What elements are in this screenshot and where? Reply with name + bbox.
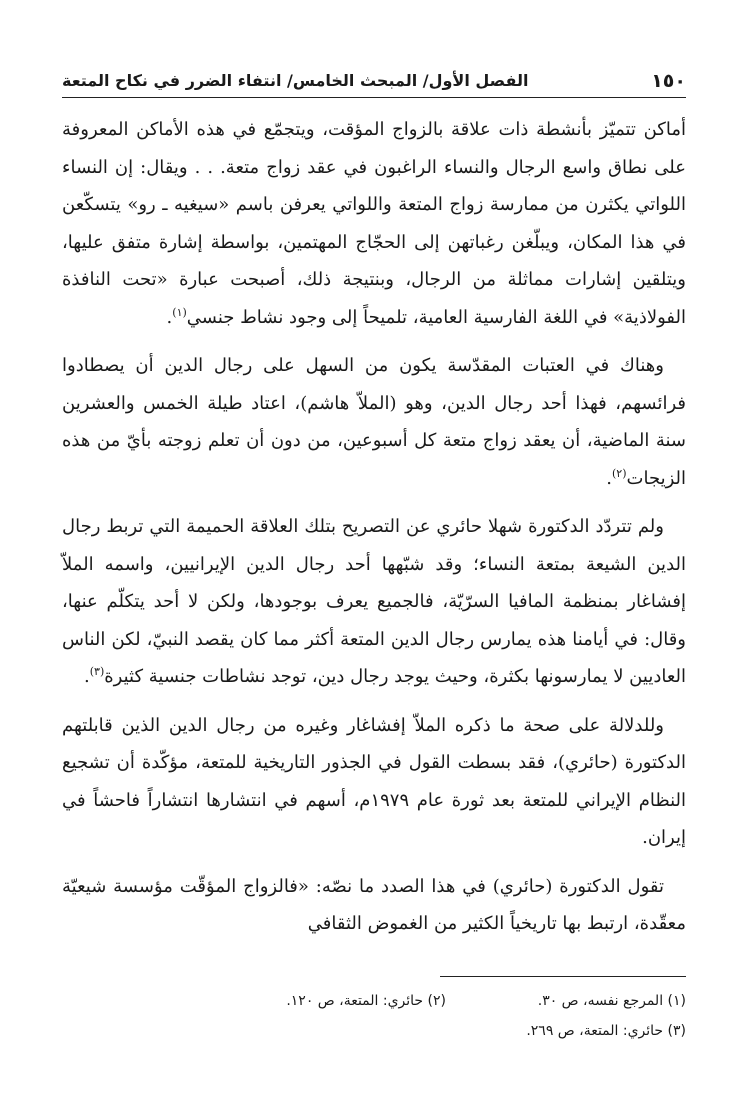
- footnotes: [62, 986, 686, 1046]
- footnote-ref-3: (٣): [89, 665, 105, 678]
- paragraph-3-text: ولم تتردّد الدكتورة شهلا حائري عن التصريح بتلك العلاقة الحميمة التي تربط رجال الدين الشيعة بمتعة النساء؛ وقد شبّهها أحد رجال الدين الإيرانيين، واسمه الملاّ إفشاغار بمنظمة المافيا السرّيّة، فالجميع يعرف بوجودها، ولكن لا أحد يتكلّم عنها، وقال: في أيامنا هذه يمارس رجال الدين المتعة أكثر مما كان يقصد النبيّ، لكن الناس العاديين لا يمارسونها بكثرة، وحيث يوجد رجال دين، توجد نشاطات جنسية كثيرة: [62, 516, 686, 687]
- paragraph-3-end: .: [84, 666, 90, 687]
- paragraph-1-text: أماكن تتميّز بأنشطة ذات علاقة بالزواج المؤقت، ويتجمّع في هذه الأماكن المعروفة على نطاق واسع الرجال والنساء الراغبون في عقد زواج متعة. . . ويقال: إن النساء اللواتي يكثرن من ممارسة زواج المتعة واللواتي يعرفن باسم «سيغيه ـ رو» يتسكّعن في هذا المكان، ويبلّغن رغباتهن إلى الحجّاج المهتمين، بواسطة إشارة متفق عليها، ويتلقين إشارات مماثلة من الرجال، وبنتيجة ذلك، أصبحت عبارة «تحت النافذة الفولاذية» في اللغة الفارسية العامية، تلميحاً إلى وجود نشاط جنسي: [62, 119, 686, 328]
- paragraph-3: [62, 508, 686, 696]
- paragraph-5: [62, 868, 686, 943]
- paragraph-4-text: وللدلالة على صحة ما ذكره الملاّ إفشاغار وغيره من رجال الدين الذين قابلتهم الدكتورة (حائري)، فقد بسطت القول في الجذور التاريخية للمتعة، مؤكّدة أن تشجيع النظام الإيراني للمتعة بعد ثورة عام ١٩٧٩م، أسهم في انتشارها انتشاراً فاحشاً في إيران.: [62, 714, 687, 848]
- footnote-1: (١) المرجع نفسه، ص ٣٠.: [537, 993, 686, 1009]
- header-divider: [62, 97, 686, 98]
- paragraph-2: [62, 347, 686, 497]
- paragraph-4: [62, 707, 686, 857]
- paragraph-2-end: .: [606, 467, 612, 489]
- footnote-ref-2: (٢): [612, 466, 627, 480]
- paragraph-1-end: .: [166, 306, 173, 328]
- running-title: الفصل الأول/ المبحث الخامس/ انتفاء الضرر في نكاح المتعة: [62, 71, 529, 90]
- page-header: [62, 62, 686, 92]
- footnote-3: (٣) حائري: المتعة، ص ٢٦٩.: [526, 1023, 686, 1039]
- footnote-row: [62, 986, 686, 1016]
- page-number: ١٥٠: [651, 70, 686, 92]
- paragraph-1: [62, 111, 686, 336]
- footnote-ref-1: (١): [172, 305, 187, 319]
- body-text: [62, 111, 686, 954]
- paragraph-2-text: وهناك في العتبات المقدّسة يكون من السهل على رجال الدين أن يصطادوا فرائسهم، فهذا أحد رجال الدين، وهو (الملاّ هاشم)، اعتاد طيلة الخمس والعشرين سنة الماضية، أن يعقد زواج متعة كل أسبوعين، من دون أن تعلم زوجته بأيّ من هذه الزيجات: [62, 355, 686, 489]
- paragraph-5-text: تقول الدكتورة (حائري) في هذا الصدد ما نصّه: «فالزواج المؤقّت مؤسسة شيعيّة معقّدة، ارتبط بها تاريخياً الكثير من الغموض الثقافي: [62, 875, 686, 934]
- footnote-2: (٢) حائري: المتعة، ص ١٢٠.: [286, 993, 446, 1009]
- footnote-row: [62, 1016, 686, 1046]
- footnote-divider: [440, 976, 686, 977]
